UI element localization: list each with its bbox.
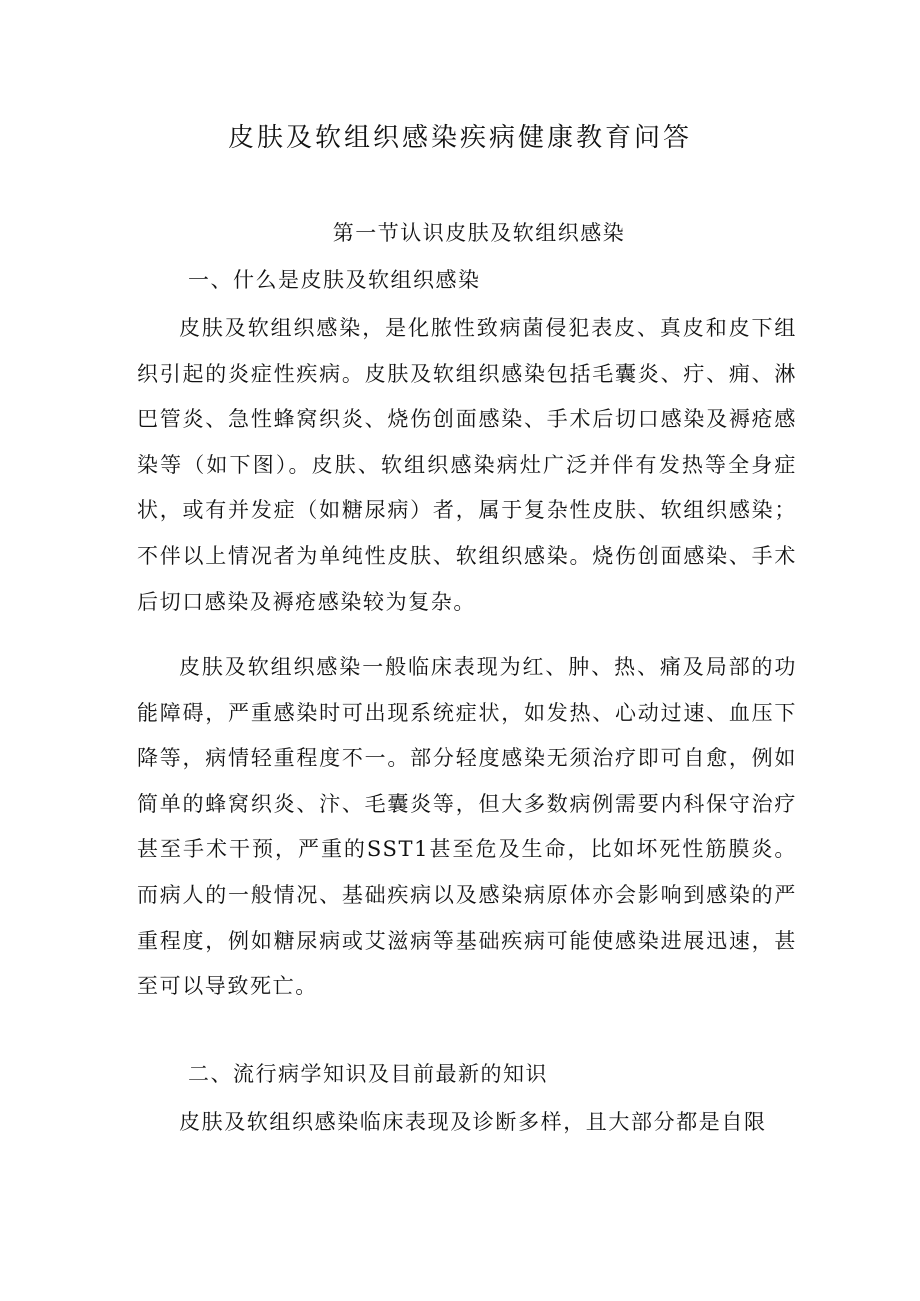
- paragraph-epidemiology: 皮肤及软组织感染临床表现及诊断多样，且大部分都是自限: [179, 1110, 767, 1134]
- paragraph-definition: 皮肤及软组织感染，是化脓性致病菌侵犯表皮、真皮和皮下组织引起的炎症性疾病。皮肤及软组织感染包括毛囊炎、疔、痈、淋巴管炎、急性蜂窝织炎、烧伤创面感染、手术后切口感染及褥疮感染等（如下图）。皮肤、软组织感染病灶广泛并伴有发热等全身症状，或有并发症（如糖尿病）者，属于复杂性皮肤、软组织感染；不伴以上情况者为单纯性皮肤、软组织感染。烧伤创面感染、手术后切口感染及褥疮感染较为复杂。: [137, 316, 797, 614]
- heading-epidemiology: 二、流行病学知识及目前最新的知识: [188, 1062, 548, 1086]
- section-title: 第一节认识皮肤及软组织感染: [332, 221, 626, 245]
- paragraph-clinical-presentation: 皮肤及软组织感染一般临床表现为红、肿、热、痛及局部的功能障碍，严重感染时可出现系统症状，如发热、心动过速、血压下降等，病情轻重程度不一。部分轻度感染无须治疗即可自愈，例如简单的蜂窝织炎、汴、毛囊炎等，但大多数病例需要内科保守治疗甚至手术干预，严重的SST1甚至危及生命，比如坏死性筋膜炎。而病人的一般情况、基础疾病以及感染病原体亦会影响到感染的严重程度，例如糖尿病或艾滋病等基础疾病可能使感染进展迅速，甚至可以导致死亡。: [137, 655, 797, 999]
- heading-what-is-infection: 一、什么是皮肤及软组织感染: [188, 268, 481, 292]
- document-title: 皮肤及软组织感染疾病健康教育问答: [227, 123, 692, 153]
